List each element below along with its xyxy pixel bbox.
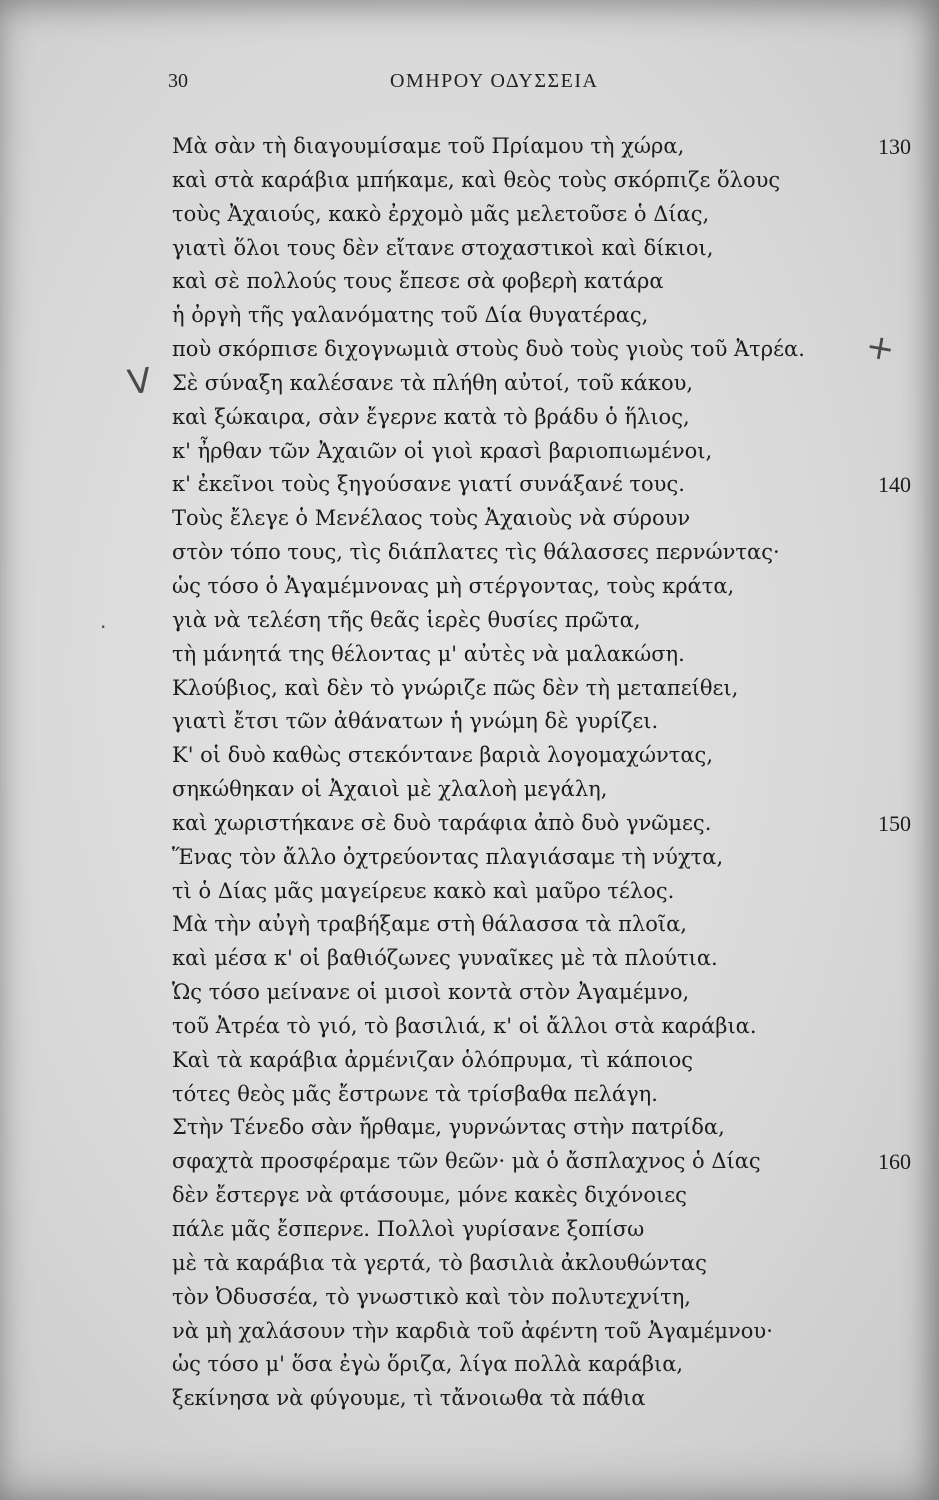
poem-line-text: Κ' οἱ δυὸ καθὼς στεκόντανε βαριὰ λογομαχώντας,: [172, 743, 713, 768]
poem-line: [172, 164, 916, 198]
poem-line-text: ὡς τόσο ὁ Ἀγαμέμνονας μὴ στέργοντας, τοὺς κράτα,: [172, 573, 735, 598]
poem-line-text: γιατὶ ὅλοι τους δὲν εἴτανε στοχαστικοὶ καὶ δίκιοι,: [172, 235, 714, 260]
poem-line-text: μὲ τὰ καράβια τὰ γερτά, τὸ βασιλιὰ ἀκλουθώντας: [172, 1250, 707, 1275]
poem-line-text: Μὰ τὴν αὐγὴ τραβήξαμε στὴ θάλασσα τὰ πλοῖα,: [172, 912, 687, 937]
poem-line: [172, 265, 916, 299]
poem-line-text: τὴ μάνητά της θέλοντας μ' αὐτὲς νὰ μαλακώση.: [172, 641, 685, 666]
poem-line: [172, 1044, 916, 1078]
poem-line: [172, 942, 916, 976]
poem-line: [172, 130, 916, 164]
poem-line: [172, 468, 916, 502]
poem-line-text: Σὲ σύναξη καλέσανε τὰ πλήθη αὐτοί, τοῦ κάκου,: [172, 370, 694, 395]
poem-line-text: καὶ σὲ πολλούς τους ἔπεσε σὰ φοβερὴ κατάρα: [172, 269, 664, 294]
poem-line: [172, 1382, 916, 1416]
poem-line: [172, 1348, 916, 1382]
poem-line-text: γιατὶ ἔτσι τῶν ἀθάνατων ἡ γνώμη δὲ γυρίζει.: [172, 709, 659, 734]
poem-line-text: ποὺ σκόρπισε διχογνωμιὰ στοὺς δυὸ τοὺς γιοὺς τοῦ Ἀτρέα.: [172, 337, 805, 362]
handwritten-plus-mark: +: [862, 325, 898, 371]
poem-line: [172, 1213, 916, 1247]
poem-line: [172, 976, 916, 1010]
poem-line-text: Ὡς τόσο μείνανε οἱ μισοὶ κοντὰ στὸν Ἀγαμέμνο,: [172, 980, 690, 1005]
poem-line-text: ὡς τόσο μ' ὅσα ἐγὼ ὅριζα, λίγα πολλὰ καράβια,: [172, 1352, 684, 1377]
poem-line-text: ξεκίνησα νὰ φύγουμε, τὶ τἄνοιωθα τὰ πάθια: [172, 1386, 646, 1411]
poem-line: [172, 570, 916, 604]
handwritten-check-mark: V: [125, 360, 154, 404]
poem-line-text: τοῦ Ἀτρέα τὸ γιό, τὸ βασιλιά, κ' οἱ ἄλλοι στὰ καράβια.: [172, 1013, 757, 1038]
line-number: 160: [878, 1149, 911, 1175]
poem-line: [172, 232, 916, 266]
poem-line-text: τοὺς Ἀχαιούς, κακὸ ἐρχομὸ μᾶς μελετοῦσε ὁ Δίας,: [172, 201, 710, 226]
poem-line-text: κ' ἦρθαν τῶν Ἀχαιῶν οἱ γιοὶ κρασὶ βαριοπιωμένοι,: [172, 438, 713, 463]
poem-line: [172, 705, 916, 739]
poem-line: [172, 672, 916, 706]
poem-line-text: ἡ ὀργὴ τῆς γαλανόματης τοῦ Δία θυγατέρας,: [172, 303, 649, 328]
poem-line: [172, 333, 916, 367]
poem-line-text: καὶ στὰ καράβια μπήκαμε, καὶ θεὸς τοὺς σκόρπιζε ὅλους: [172, 167, 781, 192]
poem-line: [172, 536, 916, 570]
poem-line: [172, 841, 916, 875]
poem-line: [172, 638, 916, 672]
poem-line-text: κ' ἐκεῖνοι τοὺς ξηγούσανε γιατί συνάξανέ τους.: [172, 472, 685, 497]
poem-line: [172, 1315, 916, 1349]
poem-line: [172, 1145, 916, 1179]
poem-line: [172, 1247, 916, 1281]
poem-line-text: Τοὺς ἔλεγε ὁ Μενέλαος τοὺς Ἀχαιοὺς νὰ σύρουν: [172, 506, 691, 531]
poem-line-text: τότες θεὸς μᾶς ἔστρωνε τὰ τρίσβαθα πελάγη.: [172, 1081, 658, 1106]
poem-line: [172, 1281, 916, 1315]
poem-line-text: σηκώθηκαν οἱ Ἀχαιοὶ μὲ χλαλοὴ μεγάλη,: [172, 777, 608, 802]
poem-line-text: Ἕνας τὸν ἄλλο ὀχτρεύοντας πλαγιάσαμε τὴ νύχτα,: [172, 844, 724, 869]
poem-line: [172, 807, 916, 841]
margin-dot-mark: ·: [100, 615, 107, 639]
poem-line: [172, 367, 916, 401]
poem-line: [172, 1111, 916, 1145]
poem-line-text: Κλούβιος, καὶ δὲν τὸ γνώριζε πῶς δὲν τὴ μεταπείθει,: [172, 675, 739, 700]
poem-line-text: καὶ χωριστήκανε σὲ δυὸ ταράφια ἀπὸ δυὸ γνῶμες.: [172, 810, 712, 835]
poem-line-text: Μὰ σὰν τὴ διαγουμίσαμε τοῦ Πρίαμου τὴ χώρα,: [172, 134, 685, 158]
poem-line: [172, 1010, 916, 1044]
poem-line-text: σφαχτὰ προσφέραμε τῶν θεῶν· μὰ ὁ ἄσπλαχνος ὁ Δίας: [172, 1149, 761, 1174]
poem-line: [172, 502, 916, 536]
poem-line: [172, 1179, 916, 1213]
poem-text-block: [172, 130, 916, 1416]
line-number: 130: [878, 134, 911, 159]
poem-line-text: γιὰ νὰ τελέση τῆς θεᾶς ἱερὲς θυσίες πρῶτα,: [172, 607, 641, 632]
running-title: ΟΜΗΡΟΥ ΟΔΥΣΣΕΙΑ: [390, 70, 599, 92]
poem-line: [172, 908, 916, 942]
poem-line-text: στὸν τόπο τους, τὶς διάπλατες τὶς θάλασσες περνώντας·: [172, 540, 780, 565]
poem-line-text: τὶ ὁ Δίας μᾶς μαγείρευε κακὸ καὶ μαῦρο τέλος.: [172, 878, 675, 903]
poem-line: [172, 773, 916, 807]
poem-line-text: δὲν ἔστεργε νὰ φτάσουμε, μόνε κακὲς διχόνοιες: [172, 1183, 687, 1208]
line-number: 150: [878, 810, 911, 836]
poem-line-text: πάλε μᾶς ἔσπερνε. Πολλοὶ γυρίσανε ξοπίσω: [172, 1217, 645, 1241]
poem-line-text: Καὶ τὰ καράβια ἀρμένιζαν ὁλόπρυμα, τὶ κάποιος: [172, 1047, 693, 1072]
line-number: 140: [878, 472, 911, 498]
poem-line: [172, 875, 916, 909]
page-number: 30: [168, 70, 188, 92]
poem-line-text: Στὴν Τένεδο σὰν ἤρθαμε, γυρνώντας στὴν πατρίδα,: [172, 1115, 725, 1140]
poem-line: [172, 604, 916, 638]
poem-line: [172, 299, 916, 333]
poem-line: [172, 739, 916, 773]
poem-line-text: καὶ μέσα κ' οἱ βαθιόζωνες γυναῖκες μὲ τὰ πλούτια.: [172, 946, 718, 971]
poem-line: [172, 1078, 916, 1112]
poem-line: [172, 401, 916, 435]
poem-line-text: καὶ ξώκαιρα, σὰν ἔγερνε κατὰ τὸ βράδυ ὁ ἥλιος,: [172, 404, 690, 429]
poem-line-text: τὸν Ὀδυσσέα, τὸ γνωστικὸ καὶ τὸν πολυτεχνίτη,: [172, 1284, 691, 1309]
poem-line: [172, 198, 916, 232]
poem-line-text: νὰ μὴ χαλάσουν τὴν καρδιὰ τοῦ ἀφέντη τοῦ Ἀγαμέμνου·: [172, 1318, 773, 1343]
poem-line: [172, 435, 916, 469]
